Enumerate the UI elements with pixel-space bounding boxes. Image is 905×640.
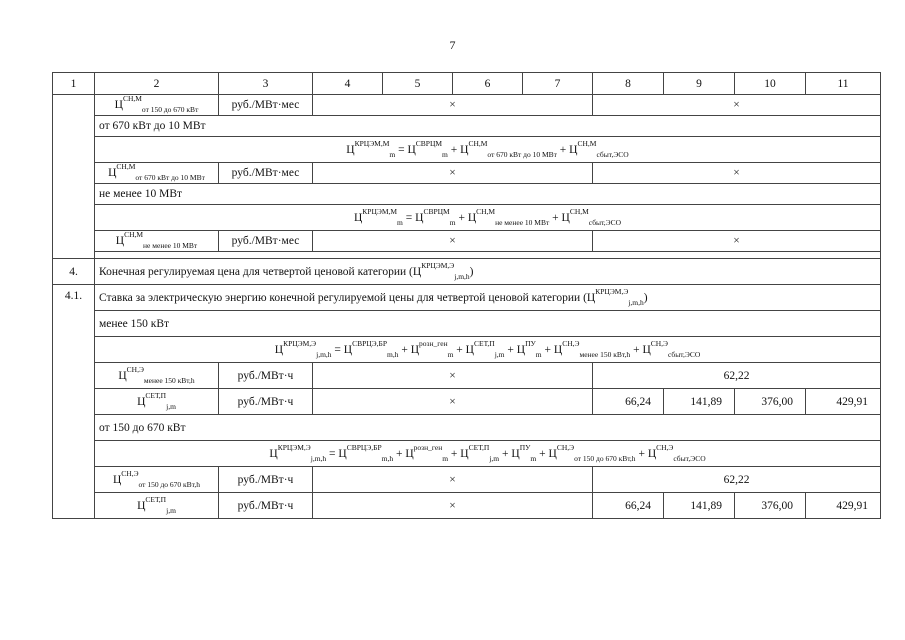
formula: $Ц^{КРЦЭМ,Э}_{j,m,h} = Ц^{СВРЦЭ,БР}_{m,h} + Ц^{розн\_ген}_m + Ц^{СЕТ,П}_{j,m} + Ц^{ПУ}_m + Ц^{СН,Э}_{менее 150 кВт,h} + Ц^{СН,Э}_{сбыт,ЭСО}$ [95,337,881,363]
range-label: не менее 10 МВт [95,184,881,205]
value-cell: 376,00 [735,493,806,519]
formula: $Ц^{КРЦЭМ,Э}_{j,m,h} = Ц^{СВРЦЭ,БР}_{m,h} + Ц^{розн\_ген}_m + Ц^{СЕТ,П}_{j,m} + Ц^{ПУ}_m + Ц^{СН,Э}_{от 150 до 670 кВт,h} + Ц^{СН,Э}_{сбыт,ЭСО}$ [95,441,881,467]
section-title: Конечная регулируемая цена для четвертой ценовой категории $(Ц^{КРЦЭМ,Э}_{j,m,h})$ [95,259,881,285]
table-row [53,116,881,137]
cross-cell: × [313,467,593,493]
table-row [53,231,881,252]
section-row [53,259,881,285]
range-label: от 670 кВт до 10 МВт [95,116,881,137]
value-cell: 376,00 [735,389,806,415]
table-row [53,163,881,184]
header-row [53,73,881,95]
section-title: Ставка за электрическую энергию конечной регулируемой цены для четвертой ценовой категории $(Ц^{КРЦЭМ,Э}_{j,m,h})$ [95,285,881,311]
header-cell: 6 [453,73,523,95]
symbol-cell: $Ц^{СН,М}_{от 150 до 670 кВт}$ [95,95,219,116]
table-row [53,493,881,519]
range-label: менее 150 кВт [95,311,881,337]
header-cell: 3 [219,73,313,95]
table-row [53,467,881,493]
cross-cell: × [593,95,881,116]
unit-cell: руб./МВт·мес [219,163,313,184]
formula: $Ц^{КРЦЭМ,М}_m = Ц^{СВРЦМ}_m + Ц^{СН,М}_{не менее 10 МВт} + Ц^{СН,М}_{сбыт,ЭСО}$ [95,205,881,231]
formula-row [53,137,881,163]
range-label: от 150 до 670 кВт [95,415,881,441]
symbol-cell: $Ц^{СЕТ,П}_{j,m}$ [95,493,219,519]
cross-cell: × [593,163,881,184]
header-cell: 11 [806,73,881,95]
page-number: 7 [449,38,456,52]
section-row [53,285,881,311]
table-row [53,184,881,205]
table-row [53,95,881,116]
symbol-cell: $Ц^{СН,Э}_{менее 150 кВт,h}$ [95,363,219,389]
value-cell: 429,91 [806,389,881,415]
cross-cell: × [313,231,593,252]
header-cell: 9 [664,73,735,95]
value-cell: 429,91 [806,493,881,519]
section-number: 4.1. [53,285,95,519]
value-cell: 141,89 [664,493,735,519]
header-cell: 4 [313,73,383,95]
symbol-cell: $Ц^{СН,М}_{не менее 10 МВт}$ [95,231,219,252]
cross-cell: × [313,95,593,116]
table-row [53,311,881,337]
value-cell: 66,24 [593,493,664,519]
cross-cell: × [313,493,593,519]
cross-cell: × [313,363,593,389]
header-cell: 10 [735,73,806,95]
empty-number-cell [53,95,95,259]
cross-cell: × [313,389,593,415]
unit-cell: руб./МВт·ч [219,493,313,519]
formula-row [53,441,881,467]
header-cell: 5 [383,73,453,95]
spacer-row [53,252,881,259]
tariff-table [52,72,881,519]
table-row [53,363,881,389]
formula: $Ц^{КРЦЭМ,М}_m = Ц^{СВРЦМ}_m + Ц^{СН,М}_{от 670 кВт до 10 МВт} + Ц^{СН,М}_{сбыт,ЭСО}$ [95,137,881,163]
symbol-cell: $Ц^{СН,Э}_{от 150 до 670 кВт,h}$ [95,467,219,493]
section-number: 4. [53,259,95,285]
unit-cell: руб./МВт·ч [219,467,313,493]
value-cell: 62,22 [593,363,881,389]
formula-row [53,337,881,363]
value-cell: 141,89 [664,389,735,415]
header-cell: 8 [593,73,664,95]
table-row [53,415,881,441]
header-cell: 7 [523,73,593,95]
symbol-cell: $Ц^{СН,М}_{от 670 кВт до 10 МВт}$ [95,163,219,184]
value-cell: 62,22 [593,467,881,493]
header-cell: 1 [53,73,95,95]
unit-cell: руб./МВт·ч [219,363,313,389]
table-row [53,389,881,415]
unit-cell: руб./МВт·мес [219,231,313,252]
header-cell: 2 [95,73,219,95]
symbol-cell: $Ц^{СЕТ,П}_{j,m}$ [95,389,219,415]
value-cell: 66,24 [593,389,664,415]
cross-cell: × [313,163,593,184]
cross-cell: × [593,231,881,252]
formula-row [53,205,881,231]
unit-cell: руб./МВт·мес [219,95,313,116]
unit-cell: руб./МВт·ч [219,389,313,415]
